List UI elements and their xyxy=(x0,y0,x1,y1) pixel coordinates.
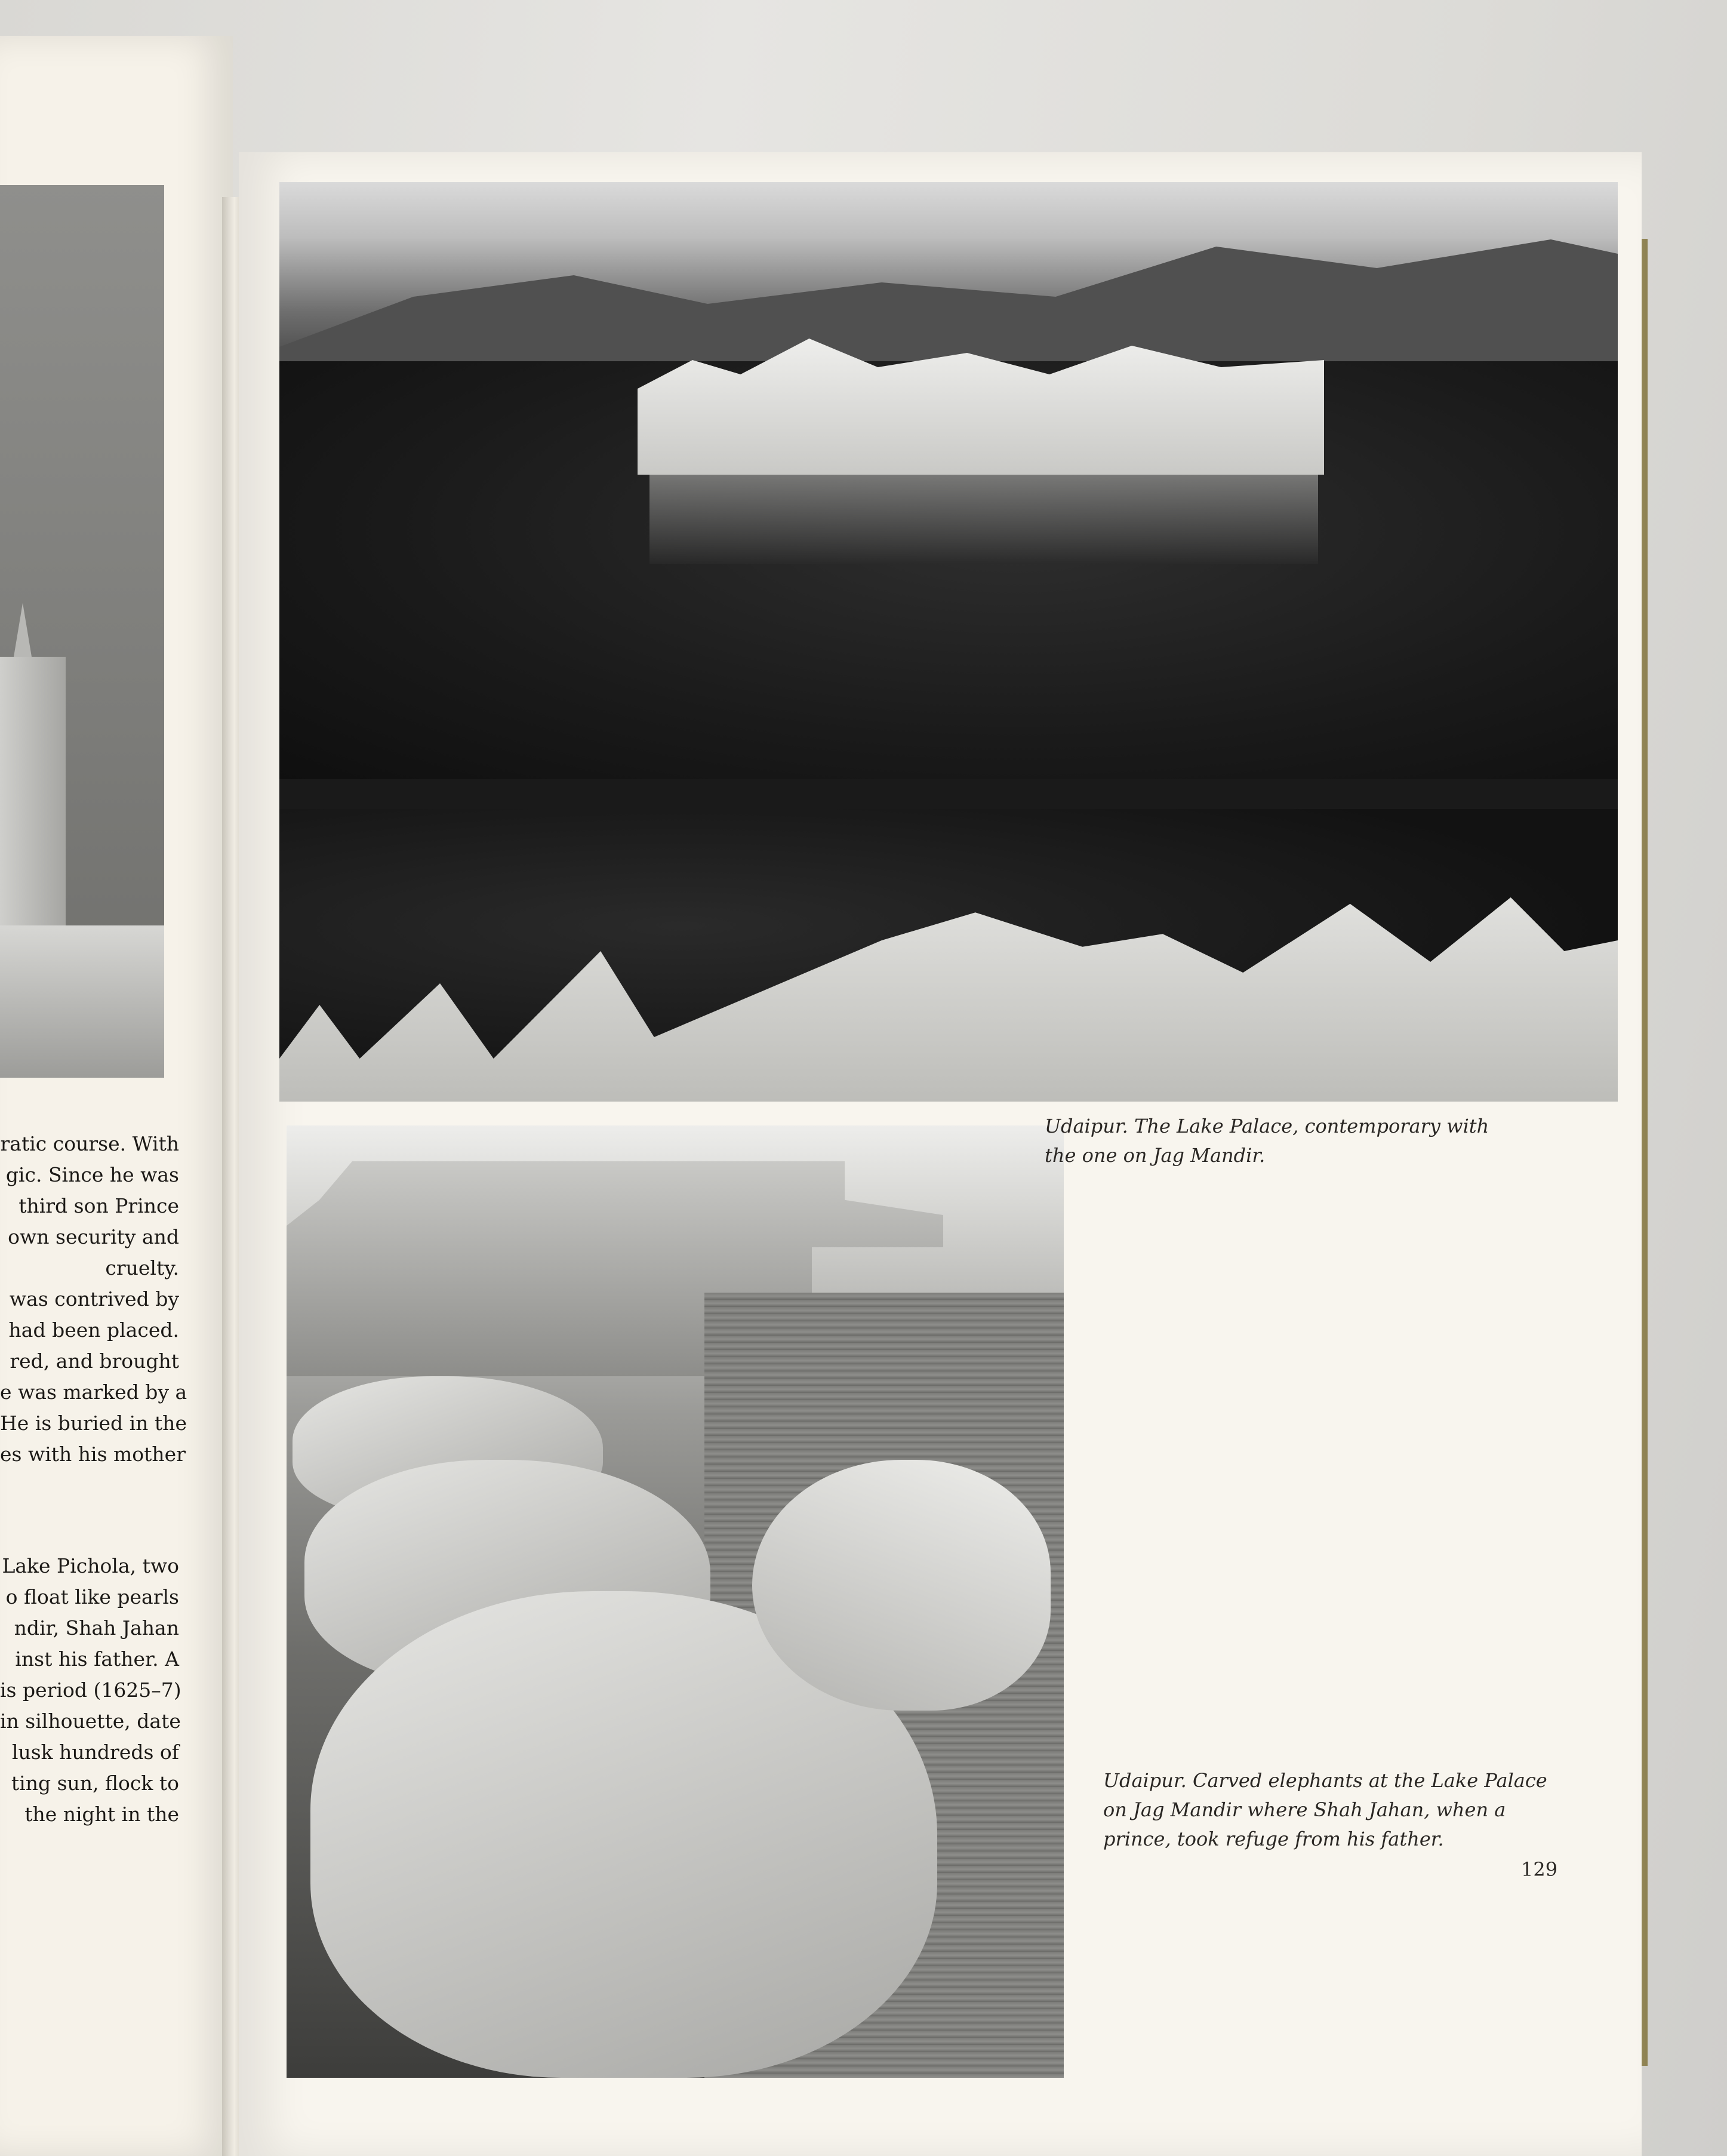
elephant-head xyxy=(752,1460,1051,1711)
left-page-text xyxy=(0,1128,187,1830)
caption-line: prince, took refuge from his father. xyxy=(1103,1828,1444,1850)
text-line: third son Prince xyxy=(19,1194,179,1217)
text-line: own security and xyxy=(8,1225,179,1248)
text-line: red, and brought xyxy=(10,1349,179,1373)
left-page-photo xyxy=(0,185,164,1078)
text-line: es with his mother xyxy=(0,1443,186,1466)
page-number: 129 xyxy=(1521,1858,1558,1881)
palace-reflection xyxy=(649,475,1318,564)
text-line: was contrived by xyxy=(9,1287,179,1311)
text-line: ting sun, flock to xyxy=(11,1771,179,1795)
text-line: inst his father. A xyxy=(15,1647,179,1671)
text-line: e was marked by a xyxy=(0,1380,187,1404)
text-line: o float like pearls xyxy=(5,1585,179,1608)
text-line: Lake Pichola, two xyxy=(2,1554,179,1577)
caption-line: Udaipur. The Lake Palace, contemporary with xyxy=(1045,1115,1489,1137)
caption-line: Udaipur. Carved elephants at the Lake Palace xyxy=(1103,1769,1547,1792)
text-line: ndir, Shah Jahan xyxy=(14,1616,179,1640)
caption-lake-palace xyxy=(1045,1112,1564,1170)
caption-carved-elephants xyxy=(1103,1766,1581,1854)
text-line: is period (1625–7) xyxy=(0,1678,181,1702)
carved-elephants-photo xyxy=(287,1125,1064,2078)
left-page xyxy=(0,36,233,2156)
caption-line: the one on Jag Mandir. xyxy=(1045,1144,1266,1167)
temple-wall xyxy=(0,925,164,1078)
text-line: gic. Since he was xyxy=(5,1163,179,1186)
hills xyxy=(279,218,1618,361)
text-line: had been placed. xyxy=(8,1318,179,1342)
text-line: in silhouette, date xyxy=(0,1709,181,1733)
caption-line: on Jag Mandir where Shah Jahan, when a xyxy=(1103,1798,1506,1821)
lake-palace-photo xyxy=(279,182,1618,1102)
text-line: lusk hundreds of xyxy=(11,1740,179,1764)
text-line: the night in the xyxy=(24,1803,179,1826)
paragraph-gap xyxy=(0,1470,179,1551)
text-line: cruelty. xyxy=(105,1256,179,1280)
text-line: ratic course. With xyxy=(0,1132,179,1155)
text-line: He is buried in the xyxy=(0,1411,187,1435)
